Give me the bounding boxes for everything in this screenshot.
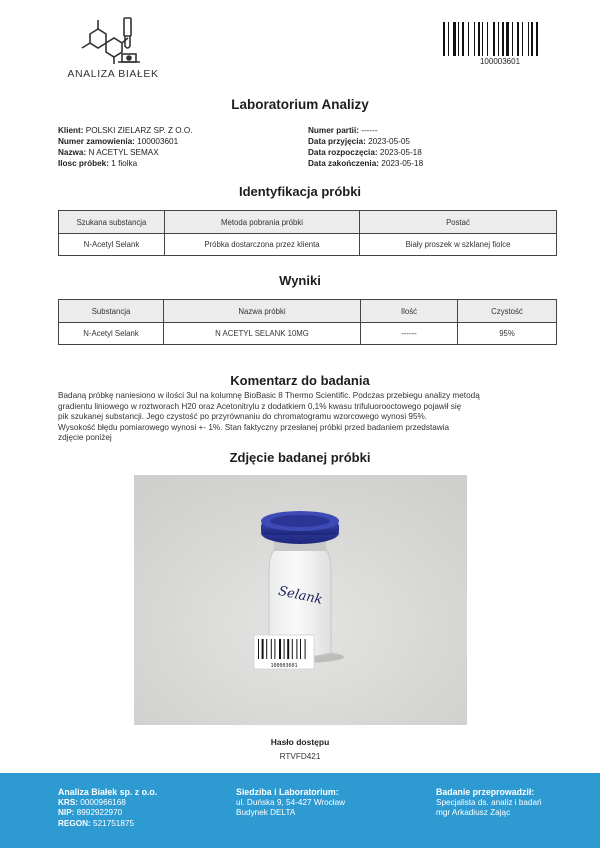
comment-line: Wysokość błędu pomiarowego wynosi +- 1%. Stan faktyczny przesłanej próbki przed badaniem przedstawia [58, 422, 450, 432]
barcode-bar [478, 22, 480, 56]
label-barcode-bar [284, 639, 285, 659]
table-header: Nazwa próbki [164, 300, 361, 323]
table-cell: ------ [361, 323, 458, 345]
table-header: Czystość [458, 300, 557, 323]
barcode-bar [468, 22, 469, 56]
results-title: Wyniki [279, 273, 321, 288]
table-header: Substancja [59, 300, 164, 323]
company-logo-icon [78, 16, 144, 68]
barcode-bar [443, 22, 445, 56]
comment-line: Badaną próbkę naniesiono w ilości 3ul na kolumnę BioBasic 8 Thermo Scientific. Podczas przebiegu analizy metodą [58, 391, 480, 400]
info-row-start-date: Data rozpoczęcia: 2023-05-18 [308, 148, 422, 157]
barcode-bar [487, 22, 488, 56]
label-barcode-bar [287, 639, 289, 659]
label-barcode-bar [271, 639, 272, 659]
barcode-bar [531, 22, 533, 56]
table-row [59, 234, 557, 256]
table-cell: Próbka dostarczona przez klienta [165, 234, 360, 256]
barcode [443, 22, 558, 56]
label-number: 100003601 [270, 663, 298, 669]
label-barcode-bar [262, 639, 264, 659]
footer-company-name: Analiza Białek sp. z o.o. [58, 787, 158, 797]
label-barcode-bar [300, 639, 301, 659]
results-table [58, 299, 557, 345]
table-cell: N-Acetyl Selank [59, 234, 165, 256]
table-cell: 95% [458, 323, 557, 345]
comment-title: Komentarz do badania [230, 373, 370, 388]
comment-text [58, 391, 538, 444]
info-row-client: Klient: POLSKI ZIELARZ SP. Z O.O. [58, 126, 193, 135]
barcode-bar [493, 22, 495, 56]
footer-krs: KRS: 0000966168 [58, 797, 126, 807]
footer-analyst-heading: Badanie przeprowadził: [436, 787, 535, 797]
table-cell: Biały proszek w szklanej fiolce [360, 234, 557, 256]
footer-analyst [436, 787, 596, 819]
table-header: Postać [360, 211, 557, 234]
info-row-order-number: Numer zamowienia: 100003601 [58, 137, 179, 146]
barcode-bar [453, 22, 456, 56]
access-password-value: RTVFD421 [279, 752, 321, 761]
barcode-bar [528, 22, 529, 56]
access-password-label: Hasło dostępu [270, 737, 330, 747]
barcode-bar [536, 22, 538, 56]
barcode-bar [506, 22, 509, 56]
label-barcode-bar [266, 639, 267, 659]
label-barcode-bar [292, 639, 293, 659]
info-row-end-date: Data zakończenia: 2023-05-18 [308, 159, 424, 168]
barcode-bar [462, 22, 464, 56]
identification-table [58, 210, 557, 256]
barcode-bar [474, 22, 475, 56]
vial-handwriting: Selank [276, 583, 324, 608]
info-row-received-date: Data przyjęcia: 2023-05-05 [308, 137, 410, 146]
client-info-right [308, 125, 548, 169]
label-barcode-bar [305, 639, 306, 659]
info-row-sample-count: Ilosc próbek: 1 fiolka [58, 159, 138, 168]
footer [0, 773, 600, 848]
footer-regon: REGON: 521751875 [58, 818, 135, 828]
table-row [59, 323, 557, 345]
photo-title: Zdjęcie badanej próbki [229, 450, 371, 465]
identification-title: Identyfikacja próbki [238, 184, 362, 199]
footer-analyst-line: Specjalista ds. analiz i badań [436, 797, 542, 807]
footer-analyst-line: mgr Arkadiusz Zając [436, 808, 511, 818]
table-header: Szukana substancja [59, 211, 165, 234]
company-logo-text: ANALIZA BIAŁEK [67, 68, 159, 80]
table-header: Metoda pobrania próbki [165, 211, 360, 234]
table-cell: N-Acetyl Selank [59, 323, 164, 345]
table-header: Ilość [361, 300, 458, 323]
info-row-batch-number: Numer partii: ------ [308, 126, 378, 135]
comment-line: zdjęcie poniżej [58, 433, 112, 443]
comment-line: pik szukanej substancji. Jego czystość po przyrównaniu do chromatogramu wzorcowego wynosi 95%. [58, 412, 428, 422]
label-barcode-bar [296, 639, 297, 659]
barcode-bar [458, 22, 459, 56]
barcode-number: 100003601 [479, 57, 521, 66]
barcode-bar [512, 22, 513, 56]
barcode-bar [517, 22, 519, 56]
footer-address-heading: Siedziba i Laboratorium: [236, 787, 339, 797]
footer-company [58, 787, 218, 829]
barcode-bar [498, 22, 499, 56]
barcode-bar [448, 22, 449, 56]
barcode-bar [522, 22, 523, 56]
client-info-left [58, 125, 298, 169]
label-barcode-bar [258, 639, 259, 659]
label-barcode-bar [274, 639, 275, 659]
footer-address [236, 787, 406, 819]
footer-nip: NIP: 8992922970 [58, 808, 123, 818]
barcode-bar [482, 22, 483, 56]
label-barcode-bar [279, 639, 281, 659]
barcode-bar [502, 22, 504, 56]
info-row-name: Nazwa: N ACETYL SEMAX [58, 148, 159, 157]
sample-photo [134, 475, 467, 725]
comment-line: gradientu liniowego w roztworach H20 oraz Acetonitrylu z dodatkiem 0,1% kwasu trifuluorooctowego pojawił się [58, 401, 462, 411]
table-cell: N ACETYL SELANK 10MG [164, 323, 361, 345]
vial-image [134, 475, 467, 725]
page-title: Laboratorium Analizy [231, 97, 369, 112]
footer-address-line: Budynek DELTA [236, 808, 296, 818]
footer-address-line: ul. Duńska 9, 54-427 Wrocław [236, 797, 346, 807]
